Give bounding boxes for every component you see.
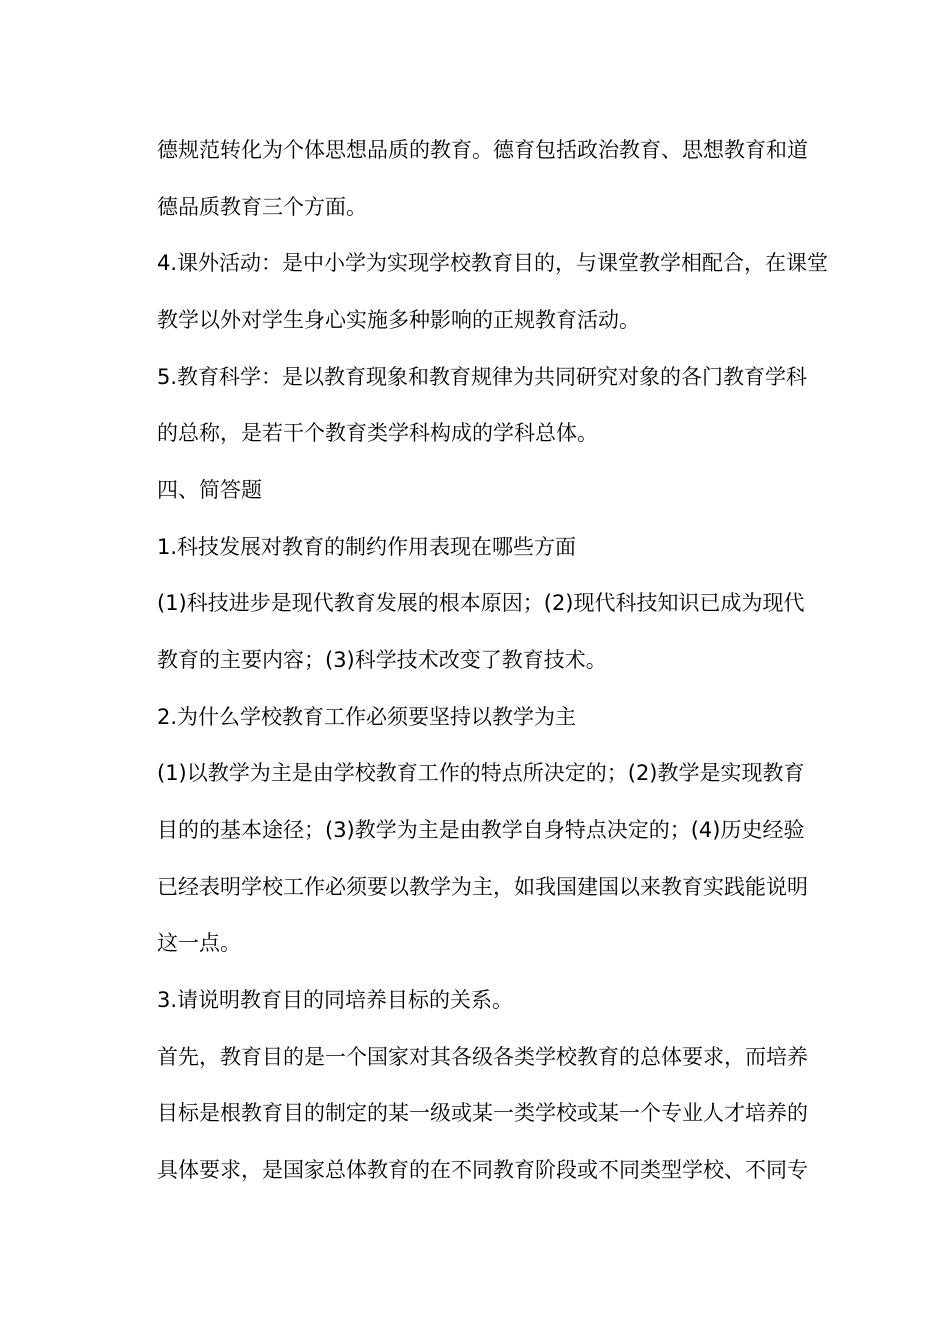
text-line: 教育的主要内容；(3)科学技术改变了教育技术。: [157, 648, 607, 672]
text-line: (1)科技进步是现代教育发展的根本原因；(2)现代科技知识已成为现代: [157, 591, 805, 615]
text-line: 目标是根教育目的制定的某一级或某一类学校或某一个专业人才培养的: [157, 1101, 808, 1125]
text-line: 德规范转化为个体思想品质的教育。德育包括政治教育、思想教育和道: [157, 138, 808, 162]
text-line: 目的的基本途径；(3)教学为主是由教学自身特点决定的；(4)历史经验: [157, 818, 805, 842]
text-line: 具体要求，是国家总体教育的在不同教育阶段或不同类型学校、不同专: [157, 1158, 808, 1182]
question-title: 1.科技发展对教育的制约作用表现在哪些方面: [157, 535, 577, 559]
text-line: (1)以教学为主是由学校教育工作的特点所决定的；(2)教学是实现教育: [157, 761, 805, 785]
section-heading: 四、简答题: [157, 478, 262, 502]
text-line: 教学以外对学生身心实施多种影响的正规教育活动。: [157, 308, 640, 332]
text-line: 4.课外活动：是中小学为实现学校教育目的，与课堂教学相配合，在课堂: [157, 251, 829, 275]
text-line: 首先，教育目的是一个国家对其各级各类学校教育的总体要求，而培养: [157, 1045, 808, 1069]
text-line: 5.教育科学：是以教育现象和教育规律为共同研究对象的各门教育学科: [157, 365, 808, 389]
text-line: 这一点。: [157, 931, 241, 955]
question-title: 3.请说明教育目的同培养目标的关系。: [157, 988, 514, 1012]
text-line: 的总称，是若干个教育类学科构成的学科总体。: [157, 421, 598, 445]
text-line: 已经表明学校工作必须要以教学为主，如我国建国以来教育实践能说明: [157, 875, 808, 899]
text-line: 德品质教育三个方面。: [157, 195, 367, 219]
question-title: 2.为什么学校教育工作必须要坚持以教学为主: [157, 705, 577, 729]
